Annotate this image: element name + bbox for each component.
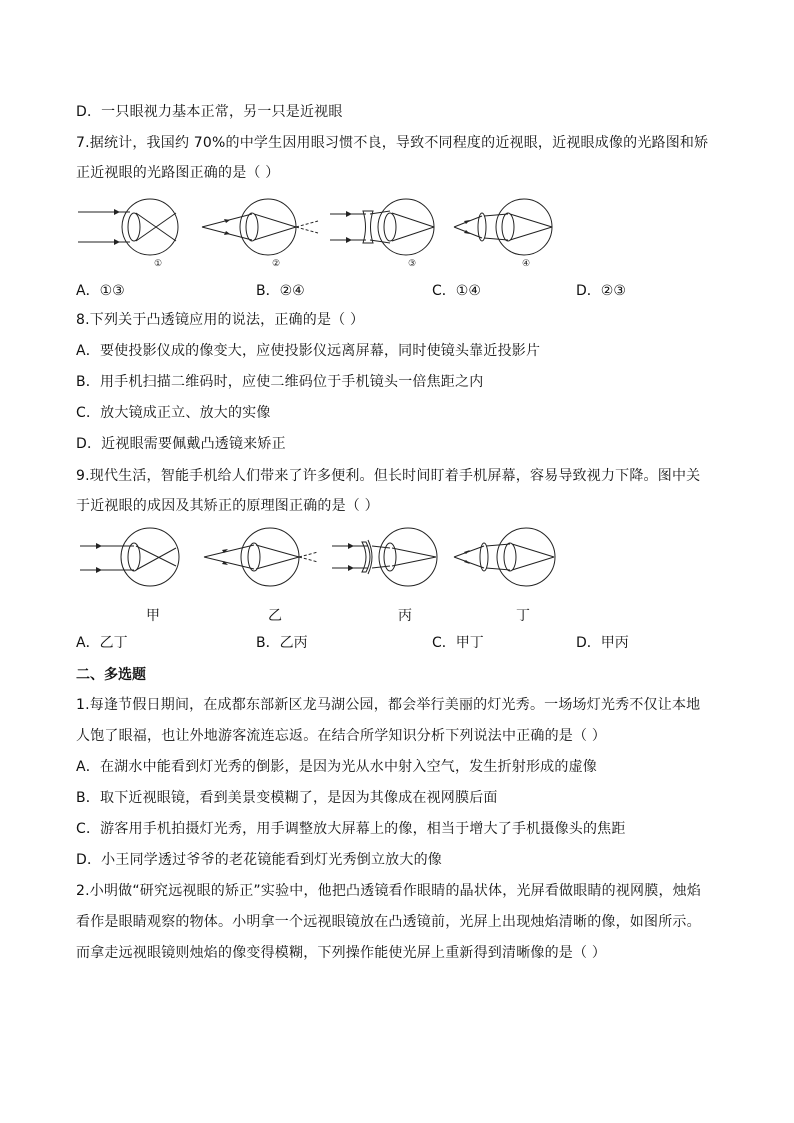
q8-option-a[interactable]: A．要使投影仪成的像变大，应使投影仪远离屏幕，同时使镜头靠近投影片 xyxy=(76,343,541,359)
q9-figure-yi xyxy=(200,524,325,594)
q9-label-ding: 丁 xyxy=(516,608,530,624)
q8-option-c[interactable]: C．放大镜成正立、放大的实像 xyxy=(76,405,271,421)
m2-stem-line3: 而拿走远视眼镜则烛焰的像变得模糊，下列操作能使光屏上重新得到清晰像的是（ ） xyxy=(76,945,607,961)
m1-stem-line1: 1.每逢节假日期间，在成都东部新区龙马湖公园，都会举行美丽的灯光秀。一场场灯光秀不仅让本地 xyxy=(76,697,701,713)
q9-label-jia: 甲 xyxy=(146,608,160,624)
q9-option-a[interactable]: A．乙丁 xyxy=(76,635,128,651)
m1-option-b[interactable]: B．取下近视眼镜，看到美景变模糊了，是因为其像成在视网膜后面 xyxy=(76,790,498,806)
q7-option-c[interactable]: C．①④ xyxy=(432,283,481,299)
section-title-multiple-choice: 二、多选题 xyxy=(76,667,146,683)
q7-figure-2-label: ② xyxy=(272,259,281,269)
q7-option-d[interactable]: D．②③ xyxy=(576,283,626,299)
m2-stem-line2: 看作是眼睛观察的物体。小明拿一个远视眼镜放在凸透镜前，光屏上出现烛焰清晰的像，如图所示。 xyxy=(76,914,701,930)
q9-figure-jia xyxy=(76,524,186,594)
m1-option-d[interactable]: D．小王同学透过爷爷的老花镜能看到灯光秀倒立放大的像 xyxy=(76,852,442,868)
m2-stem-line1: 2.小明做“研究远视眼的矫正”实验中，他把凸透镜看作眼睛的晶状体，光屏看做眼睛的视网膜，烛焰 xyxy=(76,883,702,899)
q7-figure-4-label: ④ xyxy=(522,259,531,269)
q9-option-b[interactable]: B．乙丙 xyxy=(256,635,308,651)
q7-option-b[interactable]: B．②④ xyxy=(256,283,305,299)
q7-figure-3-label: ③ xyxy=(408,259,417,269)
m1-option-c[interactable]: C．游客用手机拍摄灯光秀，用手调整放大屏幕上的像，相当于增大了手机摄像头的焦距 xyxy=(76,821,626,837)
q7-stem-line1: 7.据统计，我国约 70%的中学生因用眼习惯不良，导致不同程度的近视眼，近视眼成像的光路图和矫 xyxy=(76,135,709,151)
q9-figure-ding xyxy=(450,524,560,594)
q7-stem-line2: 正近视眼的光路图正确的是（ ） xyxy=(76,165,280,181)
q8-option-d[interactable]: D．近视眼需要佩戴凸透镜来矫正 xyxy=(76,436,286,452)
q9-label-yi: 乙 xyxy=(268,608,282,624)
q7-figure-3 xyxy=(326,196,441,270)
q7-figure-1 xyxy=(74,196,184,270)
q9-stem-line1: 9.现代生活，智能手机给人们带来了许多便利。但长时间盯着手机屏幕，容易导致视力下降。图中关 xyxy=(76,468,701,484)
q7-figure-2 xyxy=(198,196,328,270)
q9-label-bing: 丙 xyxy=(398,608,412,624)
q7-figure-1-label: ① xyxy=(154,259,163,269)
q8-option-b[interactable]: B．用手机扫描二维码时，应使二维码位于手机镜头一倍焦距之内 xyxy=(76,374,484,390)
q9-option-c[interactable]: C．甲丁 xyxy=(432,635,484,651)
m1-option-a[interactable]: A．在湖水中能看到灯光秀的倒影，是因为光从水中射入空气，发生折射形成的虚像 xyxy=(76,759,597,775)
q6-option-d: D．一只眼视力基本正常，另一只是近视眼 xyxy=(76,104,343,120)
m1-stem-line2: 人饱了眼福，也让外地游客流连忘返。在结合所学知识分析下列说法中正确的是（ ） xyxy=(76,728,607,744)
q9-option-d[interactable]: D．甲丙 xyxy=(576,635,629,651)
q7-figure-4 xyxy=(450,196,560,270)
q7-option-a[interactable]: A．①③ xyxy=(76,283,125,299)
q8-stem: 8.下列关于凸透镜应用的说法，正确的是（ ） xyxy=(76,312,365,328)
q9-figure-bing xyxy=(328,524,443,594)
q9-stem-line2: 于近视眼的成因及其矫正的原理图正确的是（ ） xyxy=(76,498,379,514)
